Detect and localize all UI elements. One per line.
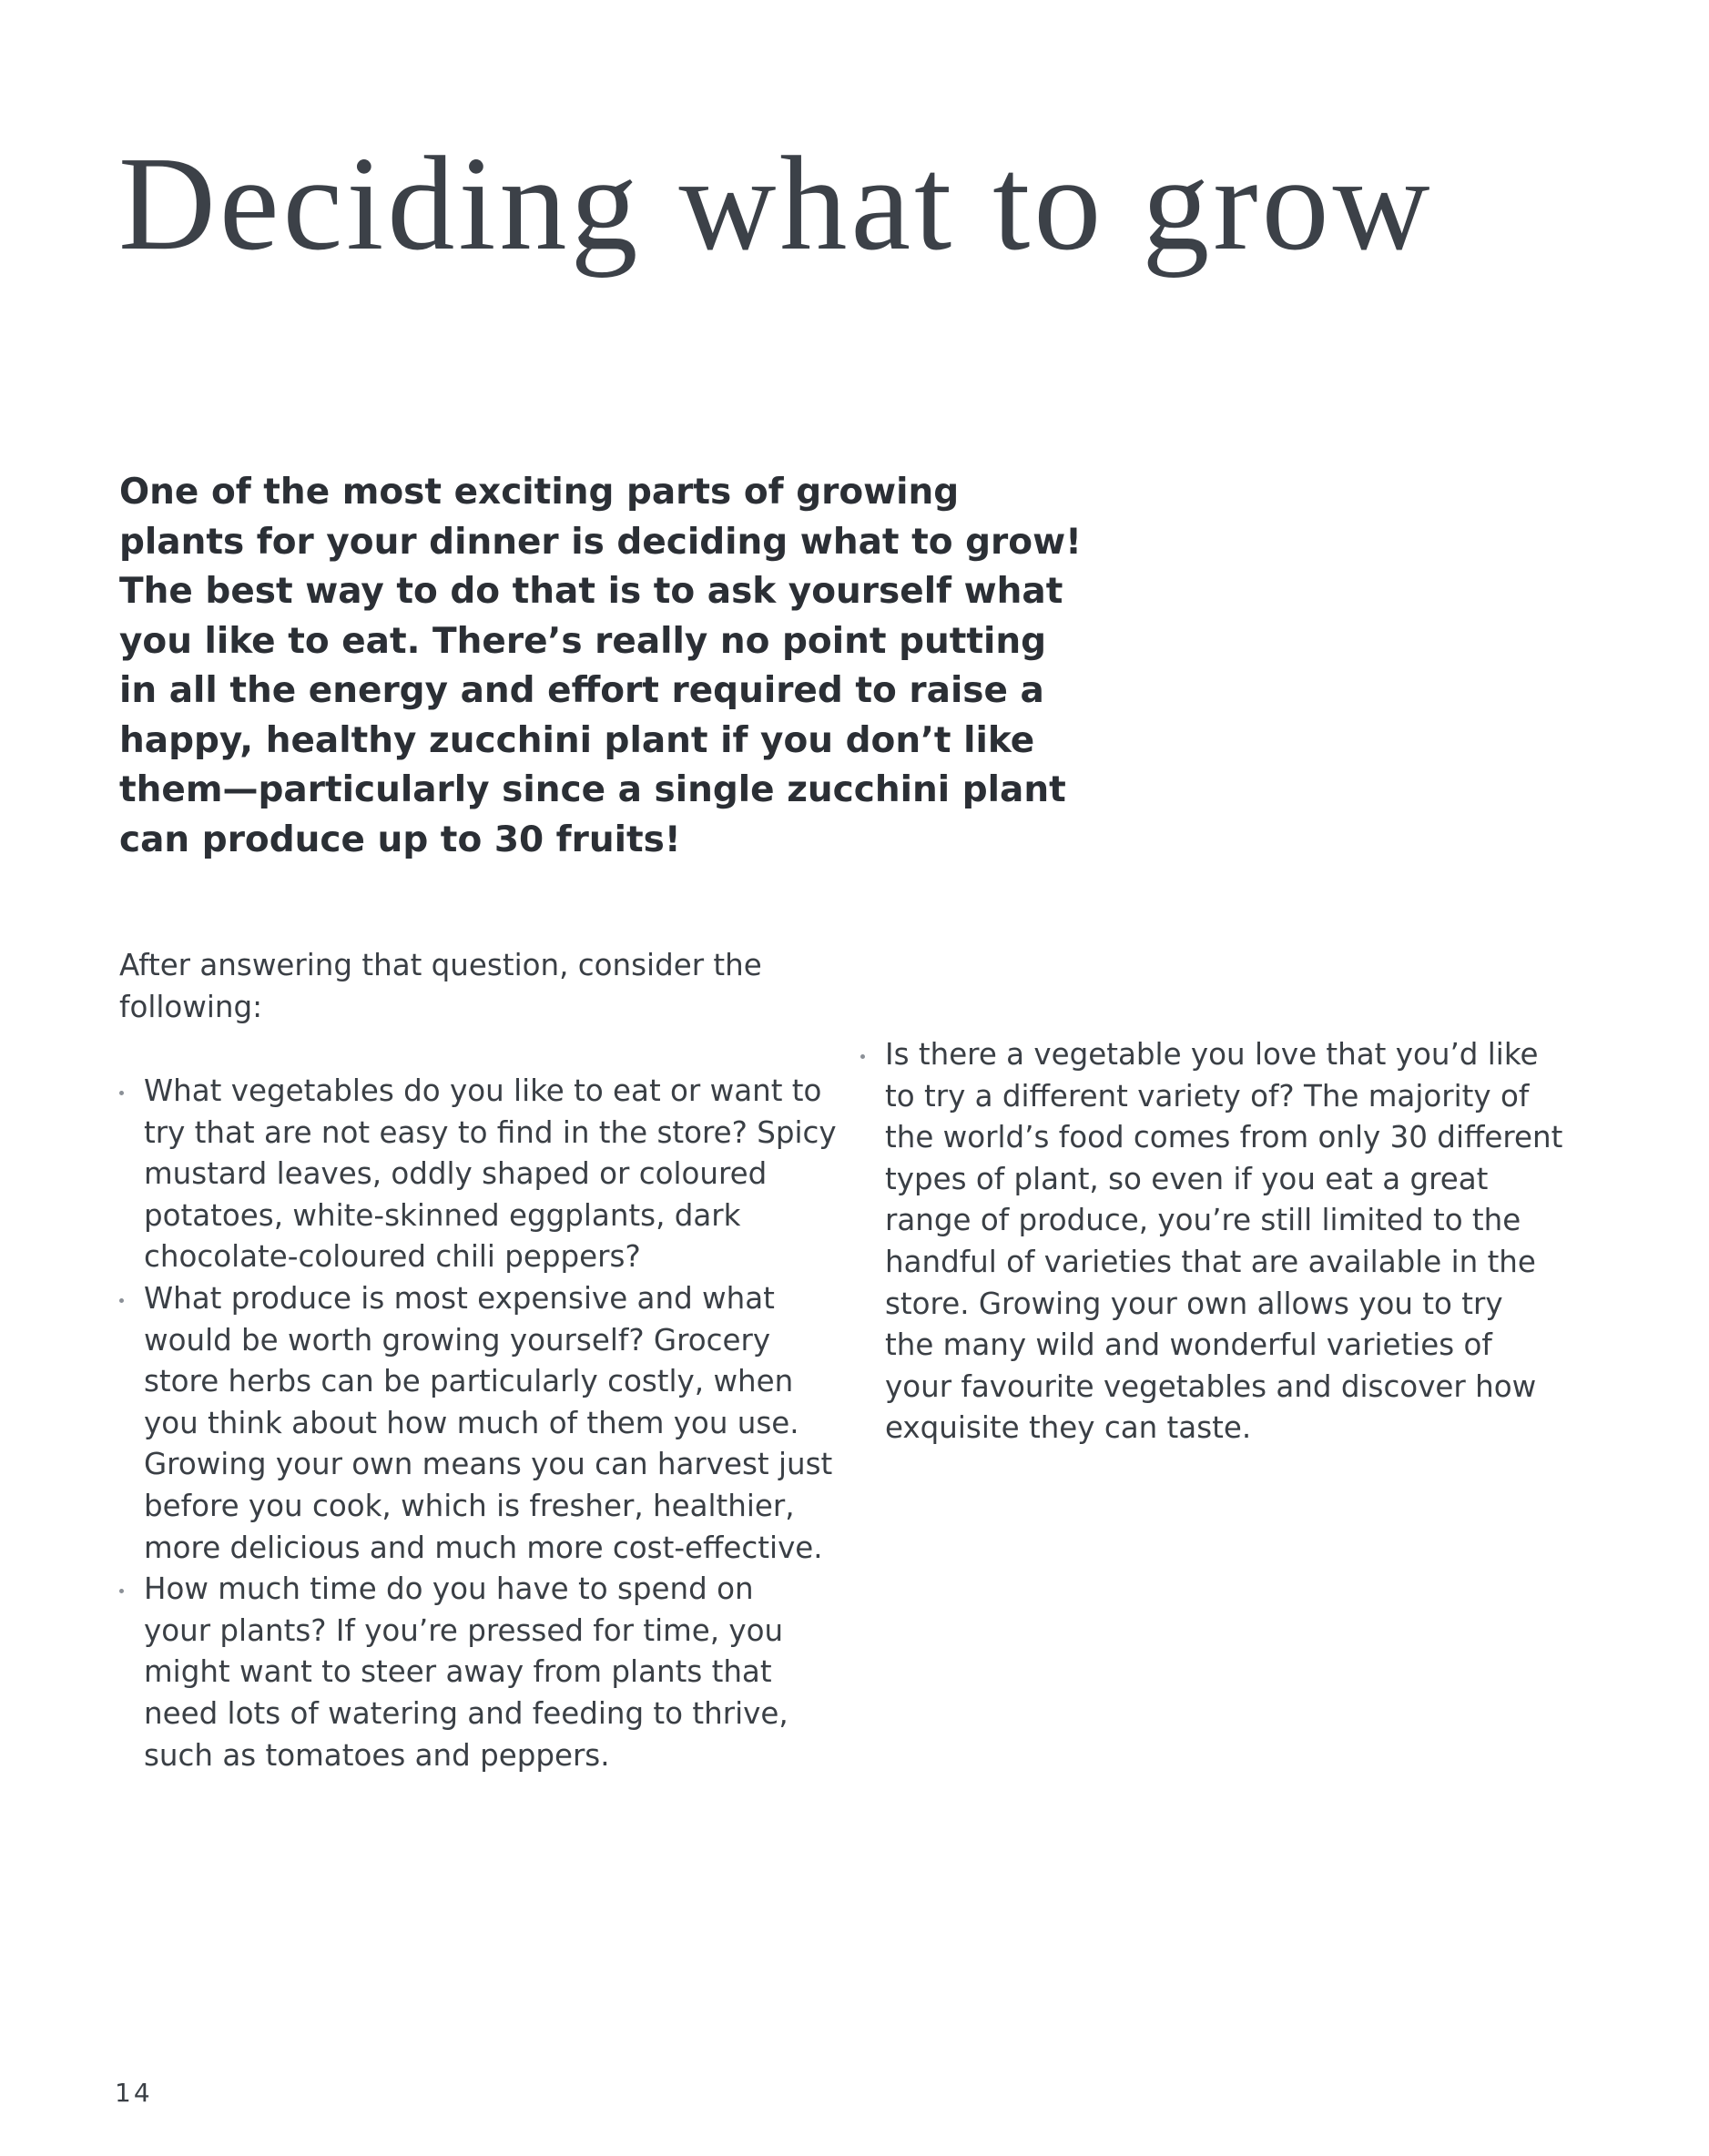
bullet-item — [119, 1278, 837, 1569]
intro-line: can produce up to 30 fruits! — [119, 819, 681, 860]
page-number: 14 — [115, 2078, 153, 2108]
intro-line: happy, healthy zucchini plant if you don’t like — [119, 719, 1035, 761]
intro-line: The best way to do that is to ask yourself what — [119, 571, 1063, 612]
intro-line: you like to eat. There’s really no point putting — [119, 620, 1047, 662]
bullet-line: you think about how much of them you use. — [144, 1405, 799, 1440]
bullet-line: try that are not easy to find in the store? Spicy — [144, 1114, 837, 1150]
bullet-list-left — [119, 1071, 837, 1776]
bullet-line: Is there a vegetable you love that you’d like — [885, 1037, 1539, 1072]
bullet-icon — [119, 1298, 124, 1303]
intro-line: in all the energy and effort required to raise a — [119, 670, 1044, 711]
bullet-line: to try a different variety of? The majority of — [885, 1078, 1530, 1114]
bullet-line: your plants? If you’re pressed for time, you — [144, 1612, 784, 1648]
bullet-item — [119, 1569, 837, 1776]
bullet-line: would be worth growing yourself? Grocery — [144, 1322, 771, 1358]
bullet-item — [860, 1034, 1562, 1449]
bullet-line: store. Growing your own allows you to try — [885, 1286, 1503, 1321]
bullet-line: potatoes, white-skinned eggplants, dark — [144, 1197, 741, 1233]
bullet-icon — [119, 1091, 124, 1095]
bullet-line: types of plant, so even if you eat a great — [885, 1161, 1489, 1196]
bullet-line: the world’s food comes from only 30 different — [885, 1120, 1563, 1155]
intro-line: plants for your dinner is deciding what to grow! — [119, 521, 1082, 563]
bullet-line: your favourite vegetables and discover how — [885, 1368, 1537, 1404]
intro-line: them—particularly since a single zucchini plant — [119, 769, 1066, 810]
bullet-line: What vegetables do you like to eat or want to — [144, 1073, 822, 1108]
bullet-line: chocolate-coloured chili peppers? — [144, 1239, 641, 1275]
lead-line: following: — [119, 989, 263, 1024]
lead-line: After answering that question, consider the — [119, 948, 762, 982]
bullet-line: range of produce, you’re still limited to the — [885, 1203, 1521, 1238]
page-title: Deciding what to grow — [118, 129, 1434, 279]
bullet-line: Growing your own means you can harvest just — [144, 1447, 833, 1482]
bullet-line: How much time do you have to spend on — [144, 1571, 754, 1607]
bullet-list-right — [860, 1034, 1562, 1449]
bullet-line: such as tomatoes and peppers. — [144, 1737, 610, 1773]
bullet-line: more delicious and much more cost-effective. — [144, 1530, 823, 1565]
intro-paragraph — [119, 468, 1082, 865]
bullet-line: the many wild and wonderful varieties of — [885, 1327, 1492, 1363]
lead-paragraph — [119, 945, 762, 1028]
bullet-icon — [119, 1589, 124, 1593]
bullet-line: exquisite they can taste. — [885, 1410, 1252, 1446]
bullet-icon — [860, 1054, 865, 1059]
bullet-line: need lots of watering and feeding to thrive, — [144, 1695, 788, 1731]
bullet-line: store herbs can be particularly costly, when — [144, 1364, 794, 1399]
bullet-item — [119, 1071, 837, 1278]
intro-line: One of the most exciting parts of growing — [119, 472, 960, 513]
bullet-line: before you cook, which is fresher, healthier, — [144, 1488, 795, 1523]
bullet-line: might want to steer away from plants that — [144, 1654, 772, 1690]
bullet-line: What produce is most expensive and what — [144, 1280, 775, 1316]
bullet-line: mustard leaves, oddly shaped or coloured — [144, 1156, 768, 1192]
bullet-line: handful of varieties that are available in the — [885, 1244, 1536, 1279]
